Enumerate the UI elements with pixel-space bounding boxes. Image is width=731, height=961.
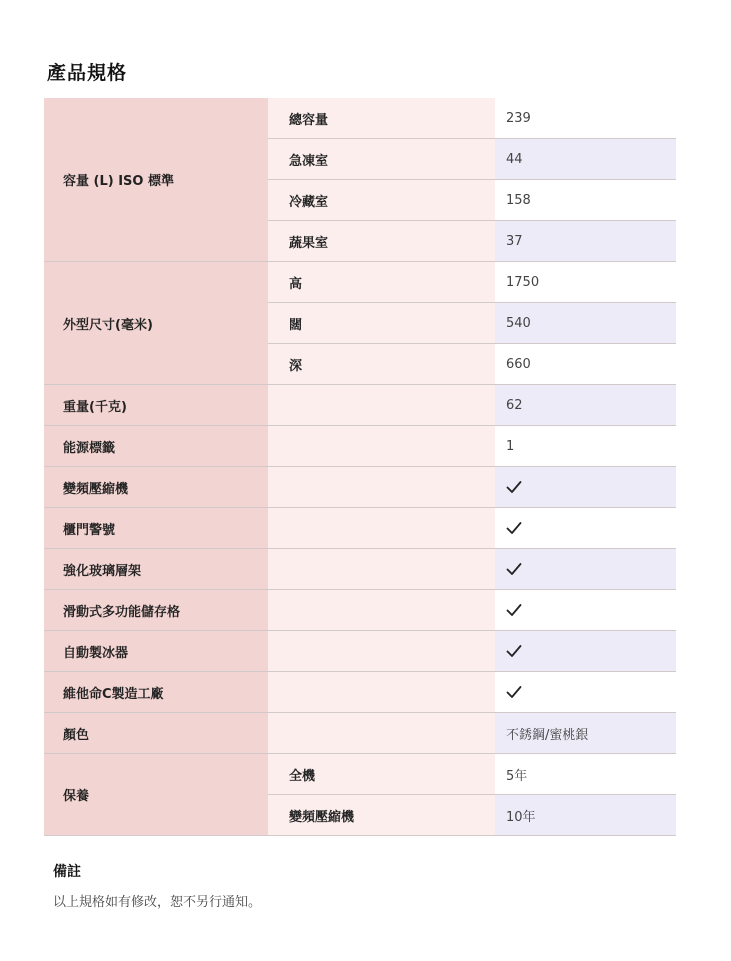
cell-value: 540 — [495, 303, 676, 344]
sub-label-empty — [268, 631, 495, 672]
page-title: 產品規格 — [47, 62, 128, 84]
checkmark-icon — [506, 603, 522, 617]
row-header-vitamin-c: 維他命C製造工廠 — [44, 672, 268, 713]
table-row — [44, 262, 676, 303]
cell-value — [495, 590, 676, 631]
row-header-ice-maker: 自動製冰器 — [44, 631, 268, 672]
spec-table — [44, 98, 676, 836]
table-row — [44, 508, 676, 549]
cell-value — [495, 631, 676, 672]
sub-label-empty — [268, 426, 495, 467]
sub-label: 深 — [268, 344, 495, 385]
table-row — [44, 385, 676, 426]
cell-value — [495, 672, 676, 713]
checkmark-icon — [506, 521, 522, 535]
sub-label-empty — [268, 672, 495, 713]
cell-value: 10年 — [495, 795, 676, 836]
checkmark-icon — [506, 644, 522, 658]
cell-value: 1750 — [495, 262, 676, 303]
sub-label: 冷藏室 — [268, 180, 495, 221]
sub-label-empty — [268, 508, 495, 549]
cell-value — [495, 549, 676, 590]
row-header-warranty: 保養 — [44, 754, 268, 836]
cell-value: 1 — [495, 426, 676, 467]
sub-label-empty — [268, 385, 495, 426]
checkmark-icon — [506, 685, 522, 699]
sub-label-empty — [268, 467, 495, 508]
cell-value: 239 — [495, 98, 676, 139]
cell-value: 62 — [495, 385, 676, 426]
sub-label: 闊 — [268, 303, 495, 344]
table-row — [44, 426, 676, 467]
sub-label-empty — [268, 713, 495, 754]
sub-label: 蔬果室 — [268, 221, 495, 262]
row-header-inverter: 變頻壓縮機 — [44, 467, 268, 508]
sub-label: 高 — [268, 262, 495, 303]
row-header-glass-shelf: 強化玻璃層架 — [44, 549, 268, 590]
notes-title: 備註 — [53, 864, 81, 880]
sub-label-empty — [268, 549, 495, 590]
table-row — [44, 754, 676, 795]
cell-value: 37 — [495, 221, 676, 262]
table-row — [44, 549, 676, 590]
sub-label: 總容量 — [268, 98, 495, 139]
sub-label: 急凍室 — [268, 139, 495, 180]
row-header-storage: 滑動式多功能儲存格 — [44, 590, 268, 631]
table-row — [44, 590, 676, 631]
row-header-capacity: 容量 (L) ISO 標準 — [44, 98, 268, 262]
sub-label: 全機 — [268, 754, 495, 795]
row-header-weight: 重量(千克) — [44, 385, 268, 426]
cell-value: 5年 — [495, 754, 676, 795]
cell-value: 44 — [495, 139, 676, 180]
cell-value — [495, 508, 676, 549]
table-row — [44, 98, 676, 139]
table-row — [44, 713, 676, 754]
cell-value: 不銹鋼/蜜桃銀 — [495, 713, 676, 754]
cell-value — [495, 467, 676, 508]
checkmark-icon — [506, 562, 522, 576]
row-header-dimensions: 外型尺寸(毫米) — [44, 262, 268, 385]
row-header-energy-label: 能源標籤 — [44, 426, 268, 467]
sub-label: 變頻壓縮機 — [268, 795, 495, 836]
row-header-door-alarm: 櫃門警號 — [44, 508, 268, 549]
notes-text: 以上規格如有修改，恕不另行通知。 — [53, 895, 262, 910]
sub-label-empty — [268, 590, 495, 631]
table-row — [44, 672, 676, 713]
table-row — [44, 467, 676, 508]
cell-value: 158 — [495, 180, 676, 221]
checkmark-icon — [506, 480, 522, 494]
cell-value: 660 — [495, 344, 676, 385]
row-header-color: 顏色 — [44, 713, 268, 754]
table-row — [44, 631, 676, 672]
